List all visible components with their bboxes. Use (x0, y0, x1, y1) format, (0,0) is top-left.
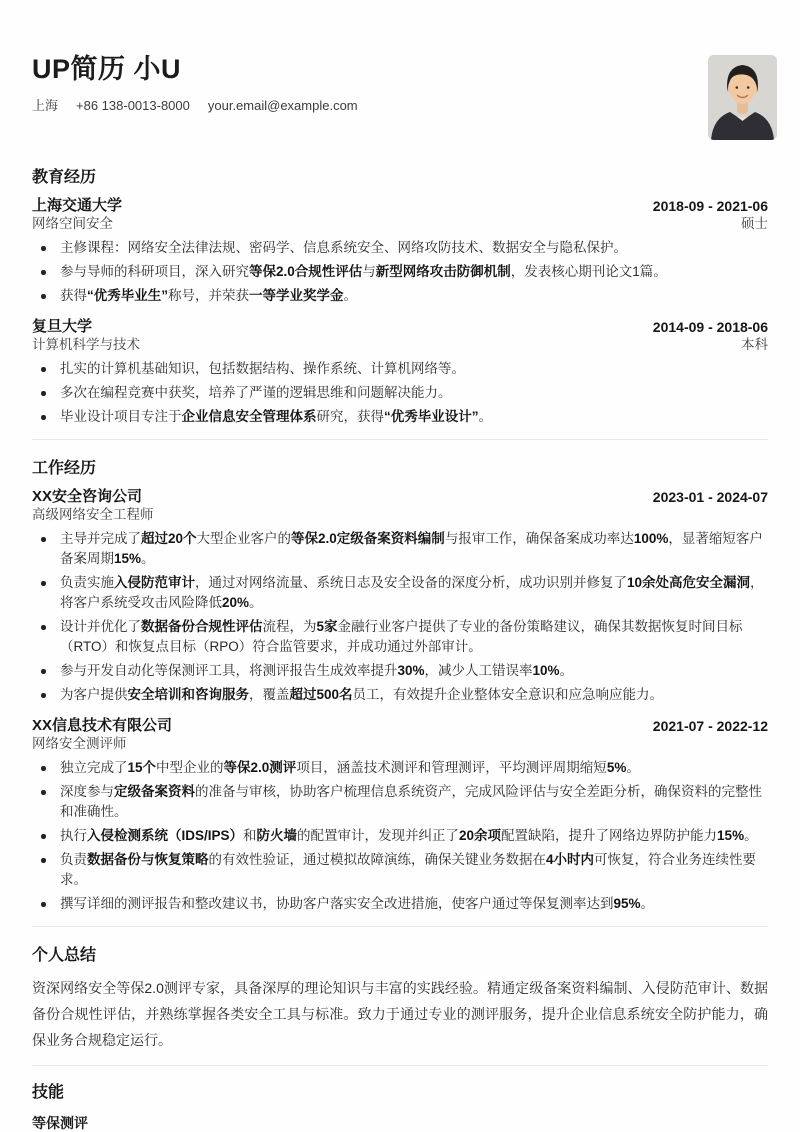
bullet-text-bold: 20% (222, 595, 250, 610)
school-name: 上海交通大学 (32, 197, 123, 214)
bullet-item (32, 826, 768, 846)
bullet-text: 的配置审计，发现并纠正了 (297, 828, 460, 843)
degree-label: 硕士 (741, 216, 768, 231)
bullet-list (32, 758, 768, 914)
bullet-text-bold: 超过20个 (141, 531, 197, 546)
bullet-text-bold: 15% (717, 828, 745, 843)
bullet-text: 员工，有效提升企业整体安全意识和应急响应能力。 (352, 687, 664, 702)
bullet-text-bold: 95% (613, 896, 641, 911)
section-divider (32, 926, 768, 927)
skills-title: 技能 (32, 1084, 65, 1101)
bullet-text: 的有效性验证，通过模拟故障演练，确保关键业务数据在 (208, 852, 546, 867)
entry-left (32, 318, 140, 353)
bullet-text: 可恢复，符合业务连续性要求。 (60, 852, 757, 887)
bullet-item (32, 758, 768, 778)
bullet-text: 与 (362, 264, 376, 279)
date-range: 2018-09 - 2021-06 (652, 198, 768, 214)
bullet-item (32, 238, 768, 258)
bullet-text: 的准备与审核，协助客户梳理信息系统资产，完成风险评估与安全差距分析，确保资料的完整性和准确性。 (60, 784, 762, 819)
entry-right (653, 488, 768, 506)
bullet-item (32, 286, 768, 306)
major-name: 计算机科学与技术 (32, 337, 140, 352)
bullet-text: 与报审工作，确保备案成功率达 (444, 531, 634, 546)
summary-text: 资深网络安全等保2.0测评专家，具备深厚的理论知识与丰富的实践经验。精通定级备案资料编制、入侵防范审计、数据备份合规性评估，并熟练掌握各类安全工具与标准。致力于通过专业的测评服务，提升企业信息系统安全防护能力，确保业务合规稳定运行。 (32, 980, 768, 1048)
bullet-text-bold: 5家 (316, 619, 338, 634)
bullet-item (32, 262, 768, 282)
company-name: XX安全咨询公司 (32, 488, 143, 505)
bullet-item (32, 407, 768, 427)
bullet-text: 。 (343, 288, 357, 303)
date-range: 2014-09 - 2018-06 (652, 319, 768, 335)
bullet-text: 负责 (60, 852, 87, 867)
bullet-item (32, 782, 768, 822)
bullet-text: 多次在编程竞赛中获奖，培养了严谨的逻辑思维和问题解决能力。 (60, 385, 452, 400)
bullet-text: 。 (478, 409, 492, 424)
resume-header (32, 0, 768, 115)
work-entry (32, 717, 768, 914)
section-divider (32, 1065, 768, 1066)
bullet-text-bold: 15个 (127, 760, 157, 775)
bullet-text: 执行 (60, 828, 87, 843)
bullet-text-bold: 入侵防范审计 (114, 575, 195, 590)
school-name: 复旦大学 (32, 318, 93, 335)
date-range: 2023-01 - 2024-07 (652, 489, 768, 505)
bullet-text-bold: 等保2.0合规性评估 (249, 264, 363, 279)
bullet-text: 研究，获得 (316, 409, 384, 424)
bullet-item (32, 617, 768, 657)
bullet-text: 。 (249, 595, 263, 610)
bullet-text: 。 (141, 551, 155, 566)
summary-title: 个人总结 (32, 947, 97, 964)
bullet-text: 毕业设计项目专注于 (60, 409, 182, 424)
bullet-text: 设计并优化了 (60, 619, 141, 634)
bullet-text: 流程，为 (262, 619, 317, 634)
bullet-text-bold: 等保2.0定级备案资料编制 (291, 531, 445, 546)
education-entry (32, 197, 768, 306)
bullet-text-bold: 安全培训和咨询服务 (127, 687, 249, 702)
entry-header (32, 318, 768, 353)
bullet-text-bold: 10余处高危安全漏洞 (627, 575, 751, 590)
degree-label: 本科 (741, 337, 768, 352)
bullet-item (32, 685, 768, 705)
bullet-text: ，将客户系统受攻击风险降低 (60, 575, 764, 610)
bullet-text: 深度参与 (60, 784, 114, 799)
entry-left (32, 197, 122, 232)
email-text: your.email@example.com (207, 98, 358, 113)
bullet-text-bold: 4小时内 (546, 852, 595, 867)
bullet-text: 配置缺陷，提升了网络边界防护能力 (501, 828, 718, 843)
bullet-item (32, 850, 768, 890)
bullet-list (32, 238, 768, 306)
bullet-item (32, 529, 768, 569)
entry-right (653, 197, 768, 232)
bullet-text: 主导并完成了 (60, 531, 141, 546)
contact-row (32, 97, 768, 115)
bullet-text: 。 (744, 828, 758, 843)
candidate-name: UP简历 小U (32, 54, 182, 84)
bullet-text-bold: 10% (532, 663, 560, 678)
skill-item: 等保测评 (32, 1115, 88, 1131)
bullet-text: 。 (559, 663, 574, 678)
bullet-text: ，通过对网络流量、系统日志及安全设备的深度分析，成功识别并修复了 (195, 575, 627, 590)
bullet-text: 。 (640, 896, 655, 911)
section-work (32, 458, 768, 914)
bullet-text: 中型企业的 (156, 760, 224, 775)
bullet-text-bold: 等保2.0测评 (223, 760, 297, 775)
bullet-item (32, 383, 768, 403)
bullet-text-bold: 数据备份与恢复策略 (87, 852, 209, 867)
phone-text: +86 138-0013-8000 (76, 98, 190, 113)
major-name: 网络空间安全 (32, 216, 113, 231)
entry-left (32, 488, 154, 523)
bullet-text: ，覆盖 (249, 687, 290, 702)
bullet-text: 。 (626, 760, 640, 775)
entry-right (653, 318, 768, 353)
bullet-text: ，减少人工错误率 (424, 663, 533, 678)
entry-header (32, 197, 768, 232)
bullet-list (32, 529, 768, 705)
bullet-text-bold: 超过500名 (289, 687, 353, 702)
bullet-item (32, 894, 768, 914)
bullet-text-bold: 5% (606, 760, 627, 775)
bullet-text: 撰写详细的测评报告和整改建议书，协助客户落实安全改进措施，使客户通过等保复测率达到 (60, 896, 614, 911)
location-text: 上海 (32, 98, 59, 113)
bullet-text: 和 (243, 828, 257, 843)
portrait-illustration (708, 55, 777, 140)
bullet-text: 金融行业客户提供了专业的备份策略建议，确保其数据恢复时间目标（RTO）和恢复点目标（RPO）符合监管要求，并成功通过外部审计。 (60, 619, 743, 654)
bullet-text: 大型企业客户的 (196, 531, 292, 546)
bullet-text: 扎实的计算机基础知识，包括数据结构、操作系统、计算机网络等。 (60, 361, 465, 376)
section-skills (32, 1082, 768, 1132)
bullet-text: 参与导师的科研项目，深入研究 (60, 264, 249, 279)
profile-photo (708, 55, 777, 140)
bullet-text-bold: “优秀毕业设计” (384, 409, 479, 424)
bullet-item (32, 573, 768, 613)
education-entry (32, 318, 768, 427)
bullet-item (32, 661, 768, 681)
bullet-text: 获得 (60, 288, 87, 303)
job-title: 网络安全测评师 (32, 736, 127, 751)
section-divider (32, 439, 768, 440)
work-entry (32, 488, 768, 705)
bullet-text-bold: 定级备案资料 (114, 784, 195, 799)
date-range: 2021-07 - 2022-12 (652, 718, 768, 734)
bullet-text-bold: 15% (114, 551, 142, 566)
entry-header (32, 488, 768, 523)
bullet-text-bold: 一等学业奖学金 (249, 288, 344, 303)
section-education (32, 167, 768, 427)
bullet-text: 独立完成了 (60, 760, 128, 775)
bullet-text: 主修课程：网络安全法律法规、密码学、信息系统安全、网络攻防技术、数据安全与隐私保护。 (60, 240, 627, 255)
bullet-text: ，发表核心期刊论文1篇。 (510, 264, 667, 279)
bullet-text-bold: 数据备份合规性评估 (141, 619, 263, 634)
bullet-text-bold: 防火墙 (256, 828, 298, 843)
bullet-text: 负责实施 (60, 575, 114, 590)
bullet-item (32, 359, 768, 379)
entry-right (653, 717, 768, 735)
bullet-text-bold: 企业信息安全管理体系 (181, 409, 317, 424)
bullet-text: ，显著缩短客户备案周期 (60, 531, 763, 566)
bullet-text-bold: 100% (633, 531, 669, 546)
bullet-text: 为客户提供 (60, 687, 128, 702)
work-title: 工作经历 (32, 460, 97, 477)
bullet-list (32, 359, 768, 427)
bullet-text-bold: 新型网络攻击防御机制 (375, 264, 511, 279)
bullet-text: 称号，并荣获 (168, 288, 249, 303)
bullet-text-bold: 20余项 (459, 828, 502, 843)
entry-left (32, 717, 172, 752)
bullet-text-bold: 30% (397, 663, 425, 678)
bullet-text-bold: 入侵检测系统（IDS/IPS） (87, 828, 244, 843)
company-name: XX信息技术有限公司 (32, 717, 173, 734)
bullet-text: 参与开发自动化等保测评工具，将测评报告生成效率提升 (60, 663, 398, 678)
education-title: 教育经历 (32, 169, 97, 186)
job-title: 高级网络安全工程师 (32, 507, 154, 522)
bullet-text-bold: “优秀毕业生” (87, 288, 168, 303)
section-summary (32, 945, 768, 1053)
entry-header (32, 717, 768, 752)
bullet-text: 项目，涵盖技术测评和管理测评，平均测评周期缩短 (296, 760, 607, 775)
